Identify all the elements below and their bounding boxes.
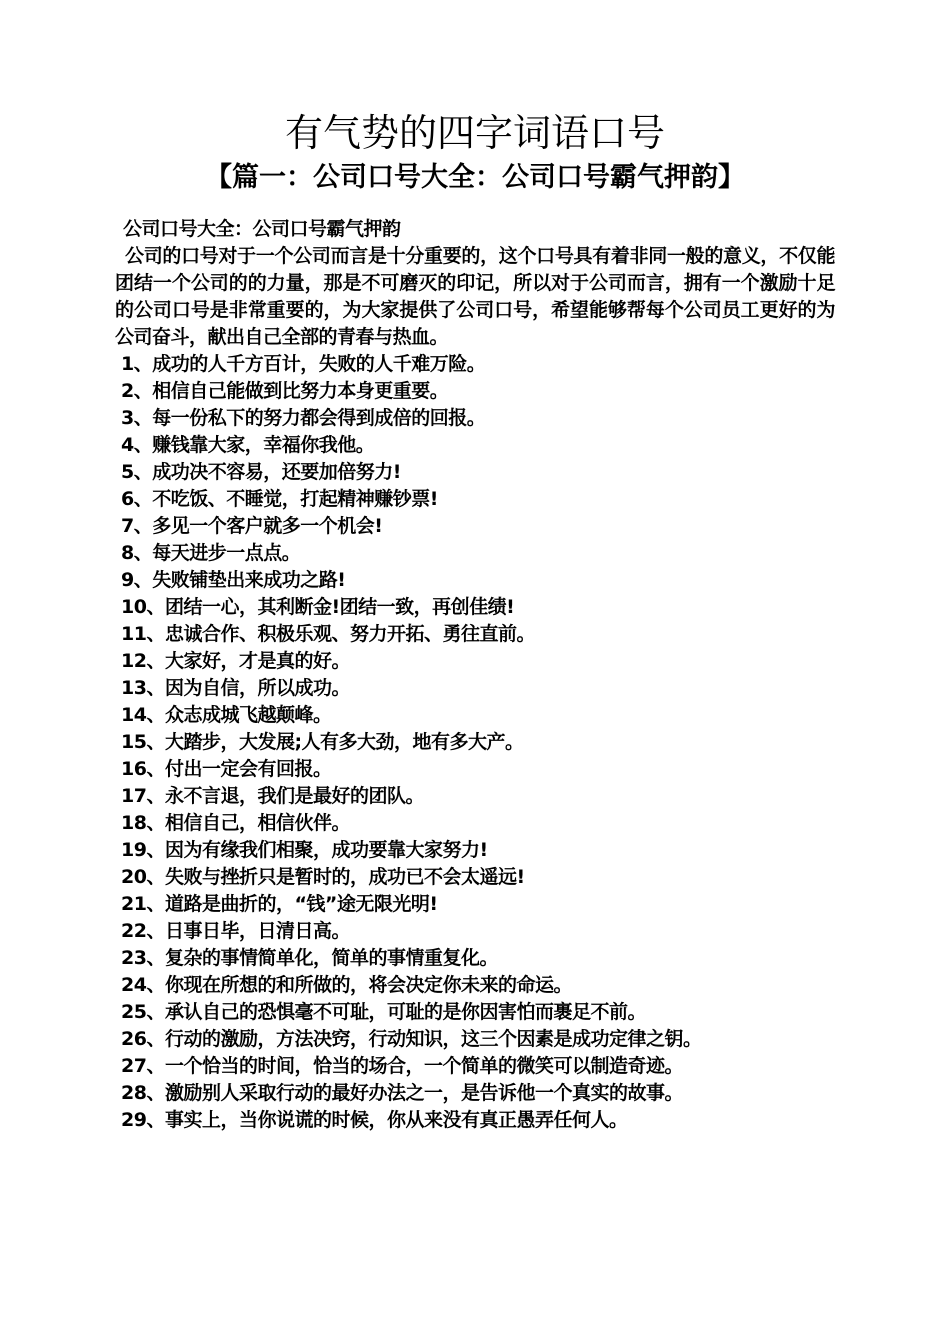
slogan-item: 3、每一份私下的努力都会得到成倍的回报。 — [121, 407, 486, 429]
slogan-item: 16、付出一定会有回报。 — [121, 758, 332, 780]
slogan-item: 15、大踏步，大发展;人有多大劲，地有多大产。 — [121, 731, 524, 753]
slogan-item: 28、激励别人采取行动的最好办法之一，是告诉他一个真实的故事。 — [121, 1082, 683, 1104]
slogan-item: 23、复杂的事情简单化，简单的事情重复化。 — [121, 947, 498, 969]
slogan-item: 24、你现在所想的和所做的，将会决定你未来的命运。 — [121, 974, 572, 996]
slogan-item: 26、行动的激励，方法决窍，行动知识，这三个因素是成功定律之钥。 — [121, 1028, 702, 1050]
slogan-item: 20、失败与挫折只是暂时的，成功已不会太遥远! — [121, 866, 525, 888]
slogan-item: 9、失败铺垫出来成功之路! — [121, 569, 346, 591]
slogan-item: 2、相信自己能做到比努力本身更重要。 — [121, 380, 449, 402]
slogan-item: 10、团结一心，其利断金!团结一致，再创佳绩! — [121, 596, 515, 618]
section-heading: 公司口号大全：公司口号霸气押韵 — [123, 218, 401, 240]
document-body — [115, 216, 835, 1134]
intro-paragraph: 公司的口号对于一个公司而言是十分重要的，这个口号具有着非同一般的意义，不仅能团结一个公司的的力量，那是不可磨灭的印记，所以对于公司而言，拥有一个激励十足的公司口号是非常重要的，为大家提供了公司口号，希望能够帮每个公司员工更好的为公司奋斗，献出自己全部的青春与热血。 — [115, 245, 835, 348]
slogan-item: 14、众志成城飞越颠峰。 — [121, 704, 332, 726]
slogan-item: 25、承认自己的恐惧毫不可耻，可耻的是你因害怕而裹足不前。 — [121, 1001, 646, 1023]
slogan-item: 29、事实上，当你说谎的时候，你从来没有真正愚弄任何人。 — [121, 1109, 628, 1131]
slogan-item: 21、道路是曲折的，“钱”途无限光明! — [121, 893, 438, 915]
slogan-item: 7、多见一个客户就多一个机会! — [121, 515, 383, 537]
slogan-item: 1、成功的人千方百计，失败的人千难万险。 — [121, 353, 486, 375]
slogan-item: 11、忠诚合作、积极乐观、努力开拓、勇往直前。 — [121, 623, 535, 645]
slogan-item: 8、每天进步一点点。 — [121, 542, 301, 564]
slogan-item: 17、永不言退，我们是最好的团队。 — [121, 785, 424, 807]
document-title: 有气势的四字词语口号 — [284, 111, 665, 155]
slogan-item: 13、因为自信，所以成功。 — [121, 677, 350, 699]
slogan-item: 22、日事日毕，日清日高。 — [121, 920, 350, 942]
slogan-item: 4、赚钱靠大家，幸福你我他。 — [121, 434, 375, 456]
slogan-item: 27、一个恰当的时间，恰当的场合，一个简单的微笑可以制造奇迹。 — [121, 1055, 683, 1077]
slogan-item: 5、成功决不容易，还要加倍努力! — [121, 461, 401, 483]
slogan-item: 18、相信自己，相信伙伴。 — [121, 812, 350, 834]
slogan-list — [115, 351, 835, 1134]
slogan-item: 19、因为有缘我们相聚，成功要靠大家努力! — [121, 839, 488, 861]
slogan-item: 6、不吃饭、不睡觉，打起精神赚钞票! — [121, 488, 438, 510]
slogan-item: 12、大家好，才是真的好。 — [121, 650, 350, 672]
document-subtitle: 【篇一：公司口号大全：公司口号霸气押韵】 — [205, 162, 745, 193]
